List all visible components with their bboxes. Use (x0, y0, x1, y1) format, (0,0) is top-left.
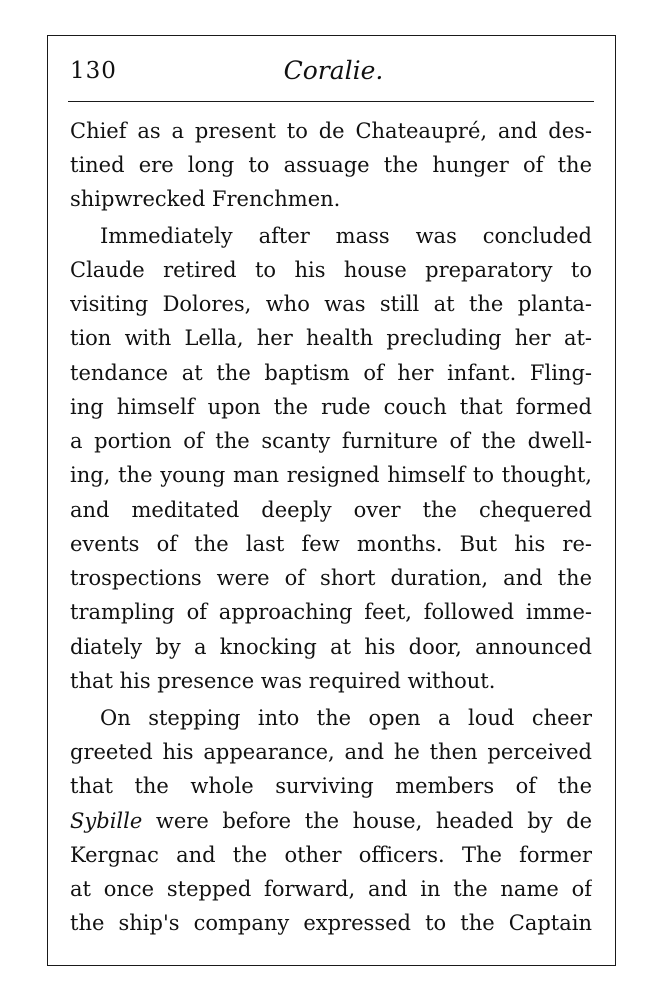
body-line: trampling of approaching feet, followed imme- (70, 600, 592, 624)
body-line: at once stepped forward, and in the name of (70, 877, 592, 901)
body-line: diately by a knocking at his door, announced (70, 635, 592, 659)
ship-name: Sybille (70, 809, 143, 833)
body-line: ing, the young man resigned himself to thought, (70, 463, 592, 487)
body-line: tendance at the baptism of her infant. Fling- (70, 361, 592, 385)
body-line: trospections were of short duration, and the (70, 566, 592, 590)
body-line: shipwrecked Frenchmen. (70, 187, 341, 211)
body-line: Chief as a present to de Chateaupré, and des- (70, 119, 592, 143)
body-line: the ship's company expressed to the Captain (70, 911, 592, 935)
running-title: Coralie. (283, 56, 384, 85)
body-line: tion with Lella, her health precluding her at- (70, 326, 592, 350)
body-line: ing himself upon the rude couch that formed (70, 395, 592, 419)
body-line: tined ere long to assuage the hunger of the (70, 153, 592, 177)
body-line-rest: were before the house, headed by de (142, 809, 592, 833)
body-line: visiting Dolores, who was still at the planta- (70, 292, 592, 316)
body-line: Kergnac and the other officers. The former (70, 843, 592, 867)
body-line-ship-name (70, 804, 592, 838)
body-line: and meditated deeply over the chequered (70, 498, 592, 522)
body-line: Immediately after mass was concluded (100, 224, 592, 248)
body-line: that the whole surviving members of the (70, 774, 592, 798)
body-line: On stepping into the open a loud cheer (100, 706, 592, 730)
header-rule (68, 101, 594, 102)
body-line: a portion of the scanty furniture of the dwell- (70, 429, 592, 453)
body-line: greeted his appearance, and he then perceived (70, 740, 592, 764)
body-line: Claude retired to his house preparatory to (70, 258, 592, 282)
page-number: 130 (70, 58, 117, 84)
body-line: that his presence was required without. (70, 669, 496, 693)
body-line: events of the last few months. But his re- (70, 532, 592, 556)
